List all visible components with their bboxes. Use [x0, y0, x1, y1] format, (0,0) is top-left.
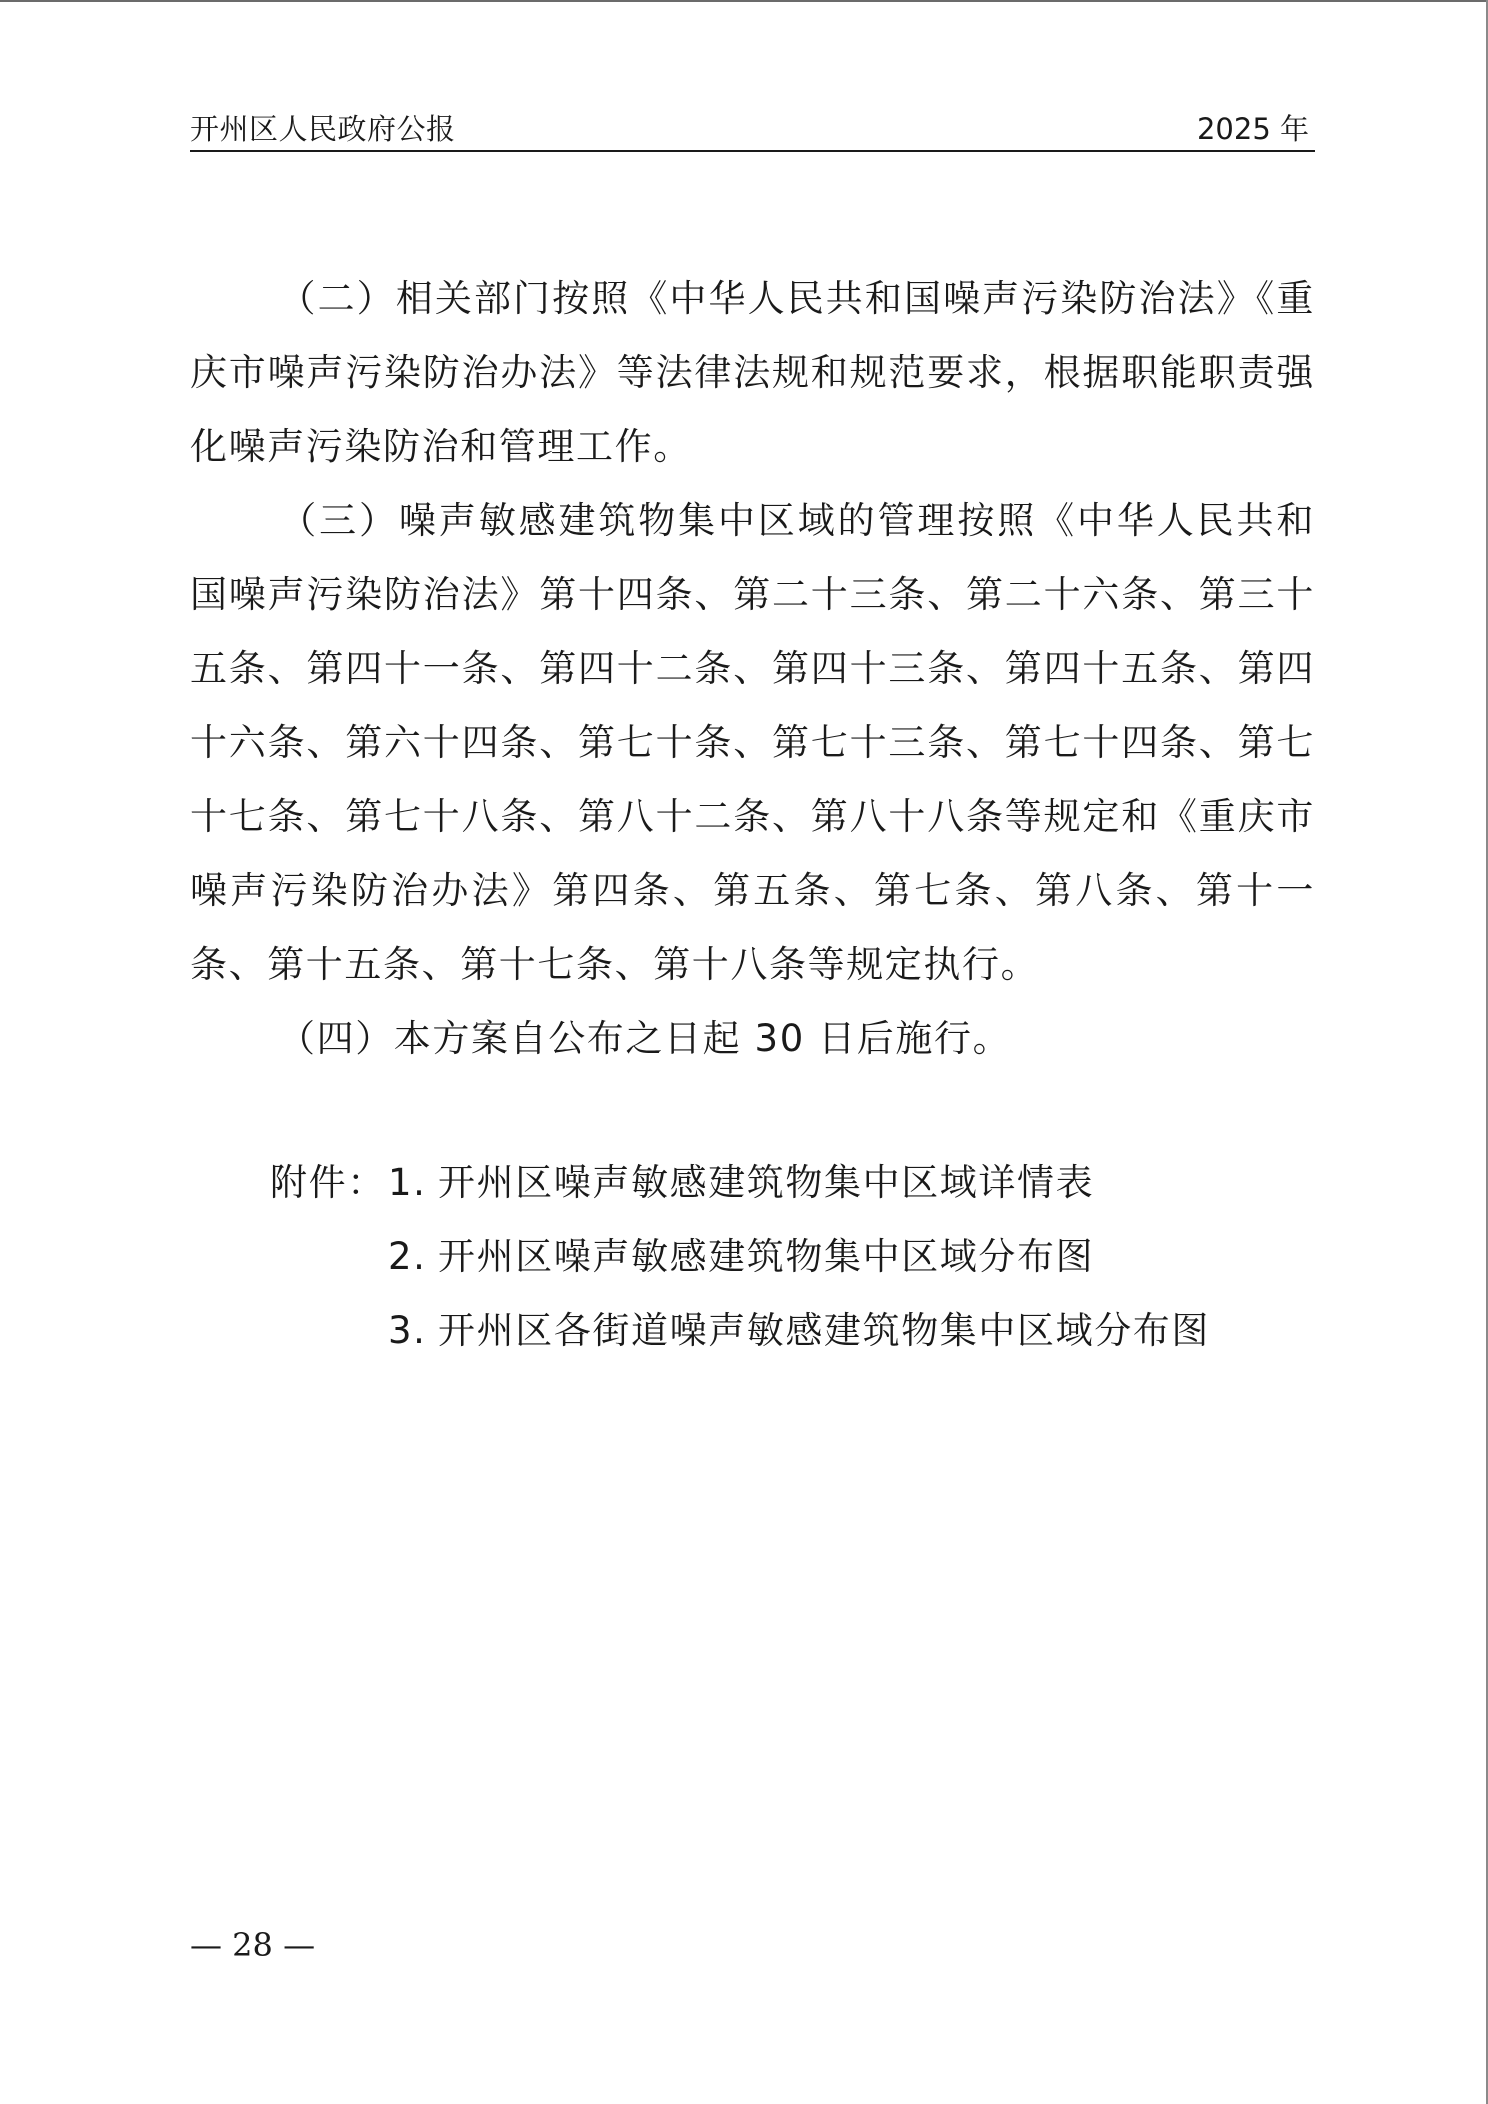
attachment-item [270, 1220, 1315, 1294]
header-rule [190, 150, 1315, 152]
page-border-top [0, 0, 1488, 2]
paragraph-4-text: （四）本方案自公布之日起 30 日后施行。 [278, 1017, 1012, 1060]
paragraph-4 [190, 1002, 1315, 1076]
paragraph-2 [190, 262, 1315, 484]
attachments [270, 1146, 1315, 1368]
paragraph-3-text: （三）噪声敏感建筑物集中区域的管理按照《中华人民共和国噪声污染防治法》第十四条、第二十三条、第二十六条、第三十五条、第四十一条、第四十二条、第四十三条、第四十五条、第四十六条、第六十四条、第七十条、第七十三条、第七十四条、第七十七条、第七十八条、第八十二条、第八十八条等规定和《重庆市噪声污染防治办法》第四条、第五条、第七条、第八条、第十一条、第十五条、第十七条、第十八条等规定执行。 [190, 499, 1315, 986]
attachment-number: 3. [388, 1309, 427, 1352]
attachment-number: 2. [388, 1235, 427, 1278]
paragraph-2-text: （二）相关部门按照《中华人民共和国噪声污染防治法》《重庆市噪声污染防治办法》等法律法规和规范要求，根据职能职责强化噪声污染防治和管理工作。 [190, 277, 1315, 468]
paragraph-3 [190, 484, 1315, 1002]
attachment-title: 开州区噪声敏感建筑物集中区域分布图 [438, 1235, 1095, 1278]
gazette-year: 2025 年 [1196, 112, 1309, 146]
attachment-title: 开州区噪声敏感建筑物集中区域详情表 [438, 1161, 1095, 1204]
document-body [190, 262, 1315, 1076]
attachment-item [270, 1146, 1315, 1220]
page-header [190, 108, 1315, 150]
attachments-label: 附件： [270, 1161, 386, 1204]
page-number: — 28 — [190, 1926, 316, 1964]
attachment-item [270, 1294, 1315, 1368]
attachment-number: 1. [388, 1161, 427, 1204]
gazette-title: 开州区人民政府公报 [190, 112, 456, 146]
attachment-title: 开州区各街道噪声敏感建筑物集中区域分布图 [438, 1309, 1210, 1352]
